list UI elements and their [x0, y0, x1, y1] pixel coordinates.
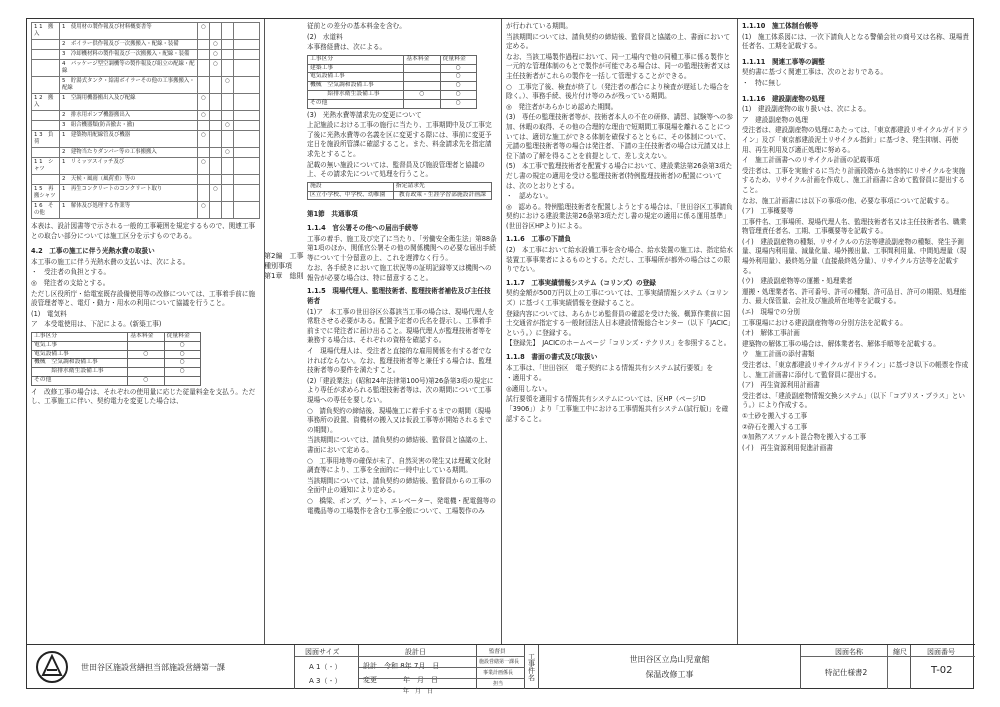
water-table-header-0: 工事区分 [308, 55, 404, 64]
section-1-1-16-text-t: ①土砂を搬入する工事 [742, 411, 808, 420]
electricity-table-row-cell: ○ [164, 350, 200, 359]
section-1-1-5-text-3: (2)「建設業法」(昭和24年法律第100号)第26条第3項の規定により専任が求められる監理技術者等は、次の期間について工事現場への専任を要しない。 [307, 376, 494, 404]
design-date-label: 設計日 [405, 648, 426, 656]
checklist-group [32, 121, 60, 131]
option-contractor: ・ 受注者の負担とする。 [31, 268, 111, 277]
water-table-row-cell [404, 73, 440, 82]
checklist-remark [234, 40, 260, 50]
checklist-group: 1 1 シャツ [32, 158, 60, 175]
checklist-mark [198, 77, 210, 94]
checklist-mark [222, 23, 234, 40]
checklist-row [32, 40, 260, 50]
section-1-1-4-text-2: なお、各手続きにおいて施工状況等の証明記録等又は機関への報告が必要な場合は、特に留意すること。 [307, 264, 492, 282]
section-1-1-16-text-b: ア 建設副産物の処理 [742, 115, 808, 124]
section-1-1-11-text: 契約書に基づく関連工事は、次のとおりである。 [742, 68, 888, 77]
water-table-row [308, 73, 477, 82]
col3-text-7: (5) 本工事で監理技術者を配置する場合において、建設業法第26条第3項ただし書の規定の適用を受ける監理技術者(特例監理技術者)の配置については、次のとおりとする。 [506, 162, 733, 190]
water-table-row [308, 90, 477, 99]
checklist-row [32, 148, 260, 158]
checklist-item: 2 建物当たりダンパー等の工事搬搬入 [60, 148, 198, 158]
water-table-row [308, 99, 477, 108]
section-1-1-16-text-c: 受注者は、建設副産物の処理にあたっては、「東京都建設リサイクルガイドライン」及び「東京都建設泥土リサイクル指針」に基づき、発生抑制、再使用、再生利用及び適正処理に努める。 [742, 126, 969, 154]
column-3 [502, 19, 738, 644]
section-1-1-16-text-r: (ア) 再生資源利用計画書 [742, 381, 820, 390]
change-date: 年 月 日 [403, 676, 438, 684]
electricity-table-row-cell: その他 [32, 376, 128, 385]
checklist-mark [222, 158, 234, 175]
section-1-1-16-text-o: 建築物の解体工事の場合は、解体業者名、解体手順等を記載する。 [742, 339, 940, 348]
section-1-1-6-heading: 1.1.6 工事の下請負 [506, 235, 571, 244]
section-1-1-10-heading: 1.1.10 施工体制台帳等 [742, 22, 819, 30]
section-1-1-10-text: (1) 施工体系図には、一次下請負人となる警備会社の商号又は名称、現場責任者名、工期を記載する。 [742, 32, 969, 51]
water-table-row [308, 82, 477, 91]
checklist-mark [210, 111, 222, 121]
section-1-1-16-text-v: ③加熱アスファルト混合物を搬入する工事 [742, 433, 867, 442]
drawing-number: T-02 [931, 665, 953, 676]
checklist-mark [210, 94, 222, 111]
electricity-table-row [32, 368, 201, 377]
checklist-mark [210, 23, 222, 40]
checklist-remark [234, 131, 260, 148]
checklist-mark [210, 131, 222, 148]
section-1-1-16-text-u: ②砕石を搬入する工事 [742, 422, 808, 431]
section-1-1-7-text: 契約金額が500万円以上の工事については、工事実績情報システム（コリンズ）に基づく工事実績情報を登録すること。 [506, 289, 729, 308]
checklist-remark [234, 60, 260, 77]
section-1-1-16-text-s: 受注者は、「建設副産物情報交換システム」（以下「コブリス・プラス」という。）により作成する。 [742, 391, 965, 410]
checklist-row [32, 175, 260, 185]
checklist-mark: ○ [198, 202, 210, 219]
project-cell [539, 645, 801, 689]
checklist-mark [222, 94, 234, 111]
checklist-row [32, 60, 260, 77]
checklist-group [32, 50, 60, 60]
checklist-mark: ○ [198, 131, 210, 148]
electricity-table-row-cell [128, 368, 164, 377]
col3-text-4: ○ 工事完了後、検査が終了し（発注者の都合により検査が遅延した場合を除く。）、事務手続、後片付け等のみが残っている期間。 [506, 82, 730, 101]
checklist-row [32, 131, 260, 148]
electricity-table-row-cell: ○ [128, 350, 164, 359]
water-table-row-cell [404, 82, 440, 91]
electricity-renovation-note: イ 改修工事の場合は、それぞれの使用量に応じた従量料金を支払う。ただし、工事施工に伴い、契約電力を変更した場合は、 [31, 387, 256, 406]
section-1-1-16-text-j: (ウ) 建設副産物等の運搬・処理業者 [742, 277, 853, 286]
col3-option-2: ◎ 認める。特例監理技術者を配置しようとする場合は、「世田谷区工事請負契約における建設業法第26条第3項ただし書の規定の適用に係る運用基準」(世田谷区HPより)による。 [506, 202, 733, 230]
checklist-mark [198, 50, 210, 60]
water-table [307, 55, 477, 109]
checklist-row [32, 121, 260, 131]
chapter-label: 第2編 工事種別事項 第1章 総則 [264, 252, 304, 280]
checklist-item: 5 貯湯式タンク・給湯ボイラーその他の工事搬搬入・配線 [60, 77, 198, 94]
checklist-mark [198, 185, 210, 202]
checklist-group [32, 175, 60, 185]
col3-text-3: なお、当該工場製作過程において、同一工場内で他の同種工事に係る製作と一元的な管理体制のもとで製作が可能である場合は、同一の監理技術者又は主任技術者がこれらの製作を一括して管理することができる。 [506, 52, 731, 80]
checklist-item: 1 使用材の製作報及び材料概要書等 [60, 23, 198, 40]
role-supervisor: 監督員 [489, 649, 506, 655]
checklist-item: 2 天候・風雨（風荷重）等の [60, 175, 198, 185]
checklist-mark: ○ [198, 111, 210, 121]
checklist-mark: ○ [210, 185, 222, 202]
checklist-group: 1 2 搬入 [32, 94, 60, 111]
checklist-group: 1 3 負荷 [32, 131, 60, 148]
water-table-row-cell: ○ [440, 82, 476, 91]
section-1-1-4-heading: 1.1.4 官公署その他への届出手続等 [307, 223, 419, 232]
water-table-row-cell: ○ [440, 99, 476, 108]
electricity-table-row [32, 359, 201, 368]
water-table-row-cell: その他 [308, 99, 404, 108]
option-owner: ◎ 発注者の支給とする。 [31, 278, 110, 287]
section-1-1-16-text-l: (エ) 現場での分別 [742, 308, 800, 317]
section-1-1-16-text-a: (1) 建設副産物の取り扱いは、次による。 [742, 105, 871, 114]
construction-scope-checklist [31, 22, 260, 219]
water-table-row [308, 64, 477, 73]
electricity-table-row-cell: 電気設備工事 [32, 350, 128, 359]
checklist-row [32, 158, 260, 175]
checklist-mark: ○ [210, 40, 222, 50]
water-table-row-cell: 機械 空気調和設備工事 [308, 82, 404, 91]
section-1-1-16-text-i: (イ) 建設副産物の種類、リサイクルの方法等建設副産物の種類、発生予測量、現場内利用量、減量化量、場外搬出量、工事間利用量、中間処理量（現場外利用量）、最終処分量（直接最終処分量）、リサイクル方法等を記載する。 [742, 237, 967, 275]
section-1-1-16-text-p: ウ 施工計画の添付書類 [742, 350, 815, 359]
col3-text-5: ◎ 発注者があらかじめ認めた期間。 [506, 102, 618, 111]
electricity-table-row-cell: ○ [164, 368, 200, 377]
electricity-subheading: ア 本受電使用は、下記による。(新築工事) [31, 320, 162, 329]
section-4-2-text: 本工事の施工に伴う光熱水費の支払いは、次による。 [31, 257, 190, 266]
section-1-1-5-text-6: ○ 工事用地等の確保が未了、自然災害の発生又は埋蔵文化財調査等により、工事を全面的に一時中止している期間。 [307, 456, 491, 475]
checklist-item: 2 ボイラー供作報及び一次搬搬入・配線・装備 [60, 40, 198, 50]
checklist-mark [210, 202, 222, 219]
electricity-table-row-cell [164, 376, 200, 385]
checklist-mark [198, 175, 210, 185]
checklist-group [32, 60, 60, 77]
section-1-1-16-text-g: (ア) 工事概要等 [742, 207, 794, 216]
design-date: 設計 令和 8年 7月 日 [363, 662, 440, 670]
section-1-1-6-text: (2) 本工事において給水設備工事を含む場合、給水装置の施工は、指定給水装置工事事業者によるものとする。ただし、工事場所が都外の場合はこの限りでない。 [506, 246, 733, 274]
size-label: 図面サイズ [305, 648, 340, 656]
billing-destination-table [307, 182, 492, 201]
checklist-mark: ○ [222, 77, 234, 94]
checklist-group [32, 77, 60, 94]
col3-option-1: ・ 認めない。 [506, 192, 553, 201]
electricity-table-row-cell: 機械 空気調和設備工事 [32, 359, 128, 368]
scope-note: 本表は、設計図書等で示される一般的工事範囲を規定するもので、関連工事との取合い部分については施工区分を示すものである。 [31, 222, 256, 240]
billing-table-header-1: 指定請求先 [393, 182, 491, 191]
checklist-remark [234, 175, 260, 185]
size-a1: A 1（ - ） [309, 663, 342, 671]
section-1-1-5-text-1: (1)ア 本工事の世田谷区公募該当工事の場合は、現場代理人を常駐させる必要がある。配置予定者の氏名を提示し、工事着手前までに発注者に届け出ること。現場代理人が監理技術者等を兼務する場合は、それぞれの資格を確認する。 [307, 307, 495, 345]
section-1-1-8-text-2: 試行要領を適用する情報共有システムについては、区HP（ページID「3906」）より「工事施工中における工事情報共有システム(試行版)」を確認すること。 [506, 395, 729, 423]
checklist-remark [234, 94, 260, 111]
section-1-1-4-text: 工事の着手、施工及び完了に当たり、「労働安全衛生法」第88条第1項のほか、関係官公署その他の関係機関への必要な届出手続等について十分留意の上、これを遅滞なく行う。 [307, 234, 497, 262]
setagaya-emblem-icon [35, 650, 69, 684]
water-table-row-cell: 給排水衛生設備工事 [308, 90, 404, 99]
checklist-item: 4 パッケージ型空調機等の製作報及び組立の配線・配線 [60, 60, 198, 77]
role-planning-chief: 事業計画係長 [483, 670, 514, 676]
checklist-remark [234, 23, 260, 40]
checklist-row [32, 111, 260, 121]
checklist-item: 3 組合機器類(防音撤去・撤) [60, 121, 198, 131]
electricity-table-row [32, 350, 201, 359]
checklist-group [32, 40, 60, 50]
section-1-1-7-text-3: 【登録先】 JACICのホームページ「コリンズ・テクリス」を参照すること。 [506, 339, 731, 348]
checklist-group [32, 111, 60, 121]
checklist-mark [198, 40, 210, 50]
role-staff: 担当 [493, 681, 504, 687]
column-2 [265, 19, 502, 644]
section-1-1-11-heading: 1.1.11 関連工事等の調整 [742, 57, 825, 66]
col3-text-6: (3) 専任の監理技術者等が、技術者本人の不在の研修、講習、試験等への参加、休暇の取得、その他の合理的な理由で短期間工事現場を離れることについては、適切な施工ができる体制を確保するとともに、その体制について、元請の監理技術者等の場合は発注者、下請の主任技術者の場合は元請又は上位下請の了解を得ることを前提として、差し支えない。 [506, 113, 733, 160]
organization-name: 世田谷区施設営繕担当部施設営繕第一課 [81, 662, 225, 672]
checklist-mark [222, 175, 234, 185]
section-1-1-16-text-e: 受注者は、工事を実施するに当たり計画段階から効率的にリサイクルを実施するため、リサイクル計画を作成し、施工計画書に含めて監督員に提出すること。 [742, 166, 966, 194]
water-table-row-cell: ○ [440, 64, 476, 73]
drawing-name: 特記仕様書2 [825, 668, 868, 677]
checklist-mark [222, 40, 234, 50]
water-table-header-2: 従量料金 [440, 55, 476, 64]
section-4-2-heading: 4.2 工事の施工に伴う光熱水費の取扱い [31, 247, 155, 256]
electricity-table-row-cell: ○ [128, 376, 164, 385]
section-1-1-5-heading: 1.1.5 現場代理人、監理技術者、監理技術者補佐及び主任技術者 [307, 287, 491, 306]
checklist-mark [222, 50, 234, 60]
water-table-row-cell [404, 99, 440, 108]
checklist-mark: ○ [198, 158, 210, 175]
electricity-table [31, 332, 201, 386]
water-table-row-cell [404, 64, 440, 73]
checklist-mark [198, 121, 210, 131]
section-1-1-16-heading: 1.1.16 建設副産物の処理 [742, 94, 825, 103]
checklist-mark: ○ [222, 148, 234, 158]
section-4-2-note: ただし区役所庁・給電室既存設備使用等の改修については、工事着手前に施設管理者等と、電灯・動力・用水の利用について協議を行うこと。 [31, 289, 256, 308]
section-1-1-8-option-1: ・適用する。 [506, 374, 546, 383]
checklist-mark: ○ [210, 60, 222, 77]
section-1-1-5-text-2: イ 現場代理人は、受注者と直接的な雇用関係を有する者でなければならない。なお、監理技術者等と兼任する場合は、監理技術者等の要件を満たすこと。 [307, 347, 492, 375]
checklist-group: 1 1 搬入 [32, 23, 60, 40]
section-1-1-16-text-f: なお、施工計画書には以下の事項の他、必要な事項について記載する。 [742, 196, 953, 205]
column-1 [27, 19, 265, 644]
electricity-table-header-1: 基本料金 [128, 332, 164, 341]
drawing-sheet [26, 18, 974, 695]
section-1-1-16-text-q: 受注者は、「東京都建設リサイクルガイドライン」に基づき以下の帳票を作成し、施工計画書に添付して監督員に提出する。 [742, 361, 969, 379]
checklist-mark [222, 60, 234, 77]
col3-text-2: 当該期間については、請負契約の締結後、監督員と協議の上、書面において定める。 [506, 32, 731, 51]
billing-text-2: 記載の無い施設については、監督員及び施設管理者と協議の上、その請求先について処理を行うこと。 [307, 160, 485, 179]
checklist-remark [234, 158, 260, 175]
water-table-row-cell: ○ [440, 73, 476, 82]
drawing-number-label: 図面番号 [927, 648, 955, 656]
third-date: 年 月 日 [403, 688, 434, 695]
section-1-1-7-heading: 1.1.7 工事実績情報システム（コリンズ）の登録 [506, 278, 656, 287]
section-1-1-16-text-w: (イ) 再生資源利用促進計画書 [742, 443, 833, 452]
checklist-mark [210, 175, 222, 185]
checklist-row [32, 50, 260, 60]
checklist-item: 2 排水用ポンプ機器搬出入 [60, 111, 198, 121]
role-section-chief: 施設営繕第一課長 [479, 659, 520, 665]
drawing-name-label: 図面名称 [835, 648, 863, 656]
electricity-table-header-2: 従量料金 [164, 332, 200, 341]
electricity-table-row-cell [128, 341, 164, 350]
checklist-item: 3 冷却機材料の製作報及び一次搬搬入・配線・装備 [60, 50, 198, 60]
scale-label: 縮尺 [893, 648, 907, 656]
checklist-mark: ○ [210, 50, 222, 60]
title-block [27, 644, 975, 695]
electricity-table-header-0: 工事区分 [32, 332, 128, 341]
checklist-item: 1 空調用機器搬出入及び配線 [60, 94, 198, 111]
organization-cell [27, 645, 295, 689]
change-label: 変更 [363, 676, 377, 684]
billing-table-header-0: 施設 [308, 182, 394, 191]
checklist-mark [210, 158, 222, 175]
col3-text-1: が行われている期間。 [506, 22, 572, 30]
project-name-line-1: 世田谷区立烏山児童館 [629, 655, 710, 664]
billing-heading: (3) 光熱水費等請求先の変更について [307, 110, 422, 119]
checklist-row [32, 77, 260, 94]
column-4 [738, 19, 975, 644]
billing-table-row-cell: 区立小学校、中学校、幼稚園 [308, 191, 394, 200]
section-1-1-8-heading: 1.1.8 書面の書式及び取扱い [506, 353, 598, 361]
checklist-mark [210, 148, 222, 158]
checklist-mark [210, 121, 222, 131]
water-heading: (2) 水道料 [307, 32, 343, 41]
project-label: 工事件名 [525, 645, 539, 689]
section-1-1-8-text: 本工事は、「世田谷区 電子契約による情報共有システム試行要領」を [506, 363, 714, 372]
water-table-row-cell: 電気設備工事 [308, 73, 404, 82]
checklist-row [32, 185, 260, 202]
water-table-header-1: 基本料金 [404, 55, 440, 64]
checklist-group [32, 148, 60, 158]
electricity-table-row [32, 376, 201, 385]
checklist-remark [234, 185, 260, 202]
checklist-remark [234, 121, 260, 131]
section-1-1-16-text-k: 運搬・処理業者名、許可番号、許可の種類、許可品目、許可の期限、処理能力、最大保管量、会社及び施設所在地等を記載する。 [742, 287, 967, 306]
checklist-remark [234, 202, 260, 219]
checklist-mark [222, 185, 234, 202]
electricity-table-row-cell: ○ [164, 359, 200, 368]
section-1-1-5-text-7: 当該期間については、請負契約の締結後、監督員からの工事の全面中止の通知により定める。 [307, 476, 492, 495]
section-1-1-7-text-2: 登録内容については、あらかじめ監督員の確認を受けた後、概算作業前に国土交通省が指定する一般財団法人日本建設情報総合センター（以下「JACIC」という。）に登録する。 [506, 309, 731, 337]
water-table-row-cell: 建築工事 [308, 64, 404, 73]
water-table-row-cell: ○ [404, 90, 440, 99]
checklist-remark [234, 111, 260, 121]
billing-table-row [308, 191, 492, 200]
billing-table-row-cell: 教育政策・生涯学習部施設計画課 [393, 191, 491, 200]
checklist-mark: ○ [198, 94, 210, 111]
checklist-remark [234, 77, 260, 94]
water-table-row-cell: ○ [440, 90, 476, 99]
water-text: 本事務経費は、次による。 [307, 43, 387, 52]
section-1-1-11-item: ・ 特に無し [742, 78, 782, 87]
electricity-table-row [32, 341, 201, 350]
checklist-remark [234, 148, 260, 158]
section-1-1-5-text-5: 当該期間については、請負契約の締結後、監督員と協議の上、書面において定める。 [307, 436, 492, 454]
section-1-1-16-text-h: 工事件名、工事場所、現場代理人名、監理技術者名又は主任技術者名、職業物管理責任者名、工期、工事概要等を記載する。 [742, 217, 967, 236]
checklist-mark: ○ [222, 121, 234, 131]
section-1-1-8-option-2: ◎適用しない。 [506, 384, 552, 393]
checklist-item: 1 リミッツスイッチ及び [60, 158, 198, 175]
checklist-item: 1 建築物用配線管及び機器 [60, 131, 198, 148]
checklist-mark [222, 111, 234, 121]
project-name-line-2: 保温改修工事 [645, 670, 694, 679]
checklist-remark [234, 50, 260, 60]
section-1-1-16-text-m: 工事現場における建設副産物等の分別方法を記載する。 [742, 318, 907, 327]
specification-columns [27, 19, 975, 644]
checklist-row [32, 202, 260, 219]
section-1-1-16-text-n: (オ) 解体工事計画 [742, 329, 800, 338]
checklist-mark [222, 131, 234, 148]
section-1-heading: 第1節 共通事項 [307, 210, 358, 219]
checklist-row [32, 94, 260, 111]
section-1-1-16-text-d: イ 施工計画書へのリサイクル計画の記載事項 [742, 156, 880, 165]
col2-text-1: 従前との差分の基本料金を含む。 [307, 22, 406, 30]
section-1-1-5-text-8: ○ 橋梁、ポンプ、ゲート、エレベーター、発電機・配電盤等の電機品等の工場製作を含む工事全般について、工場製作のみ [307, 496, 496, 515]
checklist-row [32, 23, 260, 40]
checklist-group: 1 5 再搬シャツ [32, 185, 60, 202]
checklist-item: 1 解体及び処理する作業等 [60, 202, 198, 219]
checklist-mark [222, 202, 234, 219]
size-a3: A 3（ - ） [309, 677, 342, 685]
section-1-1-5-text-4: ○ 請負契約の締結後、現場施工に着手するまでの期間（現場事務所の設置、資機材の搬入又は仮設工事等が開始されるまでの期間）。 [307, 406, 492, 434]
checklist-mark [198, 148, 210, 158]
electricity-table-row-cell: ○ [164, 341, 200, 350]
electricity-table-row-cell [128, 359, 164, 368]
checklist-item: 1 再生コンクリートのコンクリート取り [60, 185, 198, 202]
checklist-mark [198, 60, 210, 77]
electricity-table-row-cell: 電気工事 [32, 341, 128, 350]
checklist-group: 1 6 その他 [32, 202, 60, 219]
electricity-table-row-cell: 給排水衛生設備工事 [32, 368, 128, 377]
checklist-mark [210, 77, 222, 94]
billing-text: 上記施設における工事の施行に当たり、工事期間中及び工事完了後に光熱水費等の名義を区に変更する際には、事前に変更予定日を施設所管課に確認すること。また、料金請求先を指定請求先とすること。 [307, 121, 492, 158]
electricity-heading: (1) 電気料 [31, 309, 67, 318]
checklist-mark: ○ [198, 23, 210, 40]
